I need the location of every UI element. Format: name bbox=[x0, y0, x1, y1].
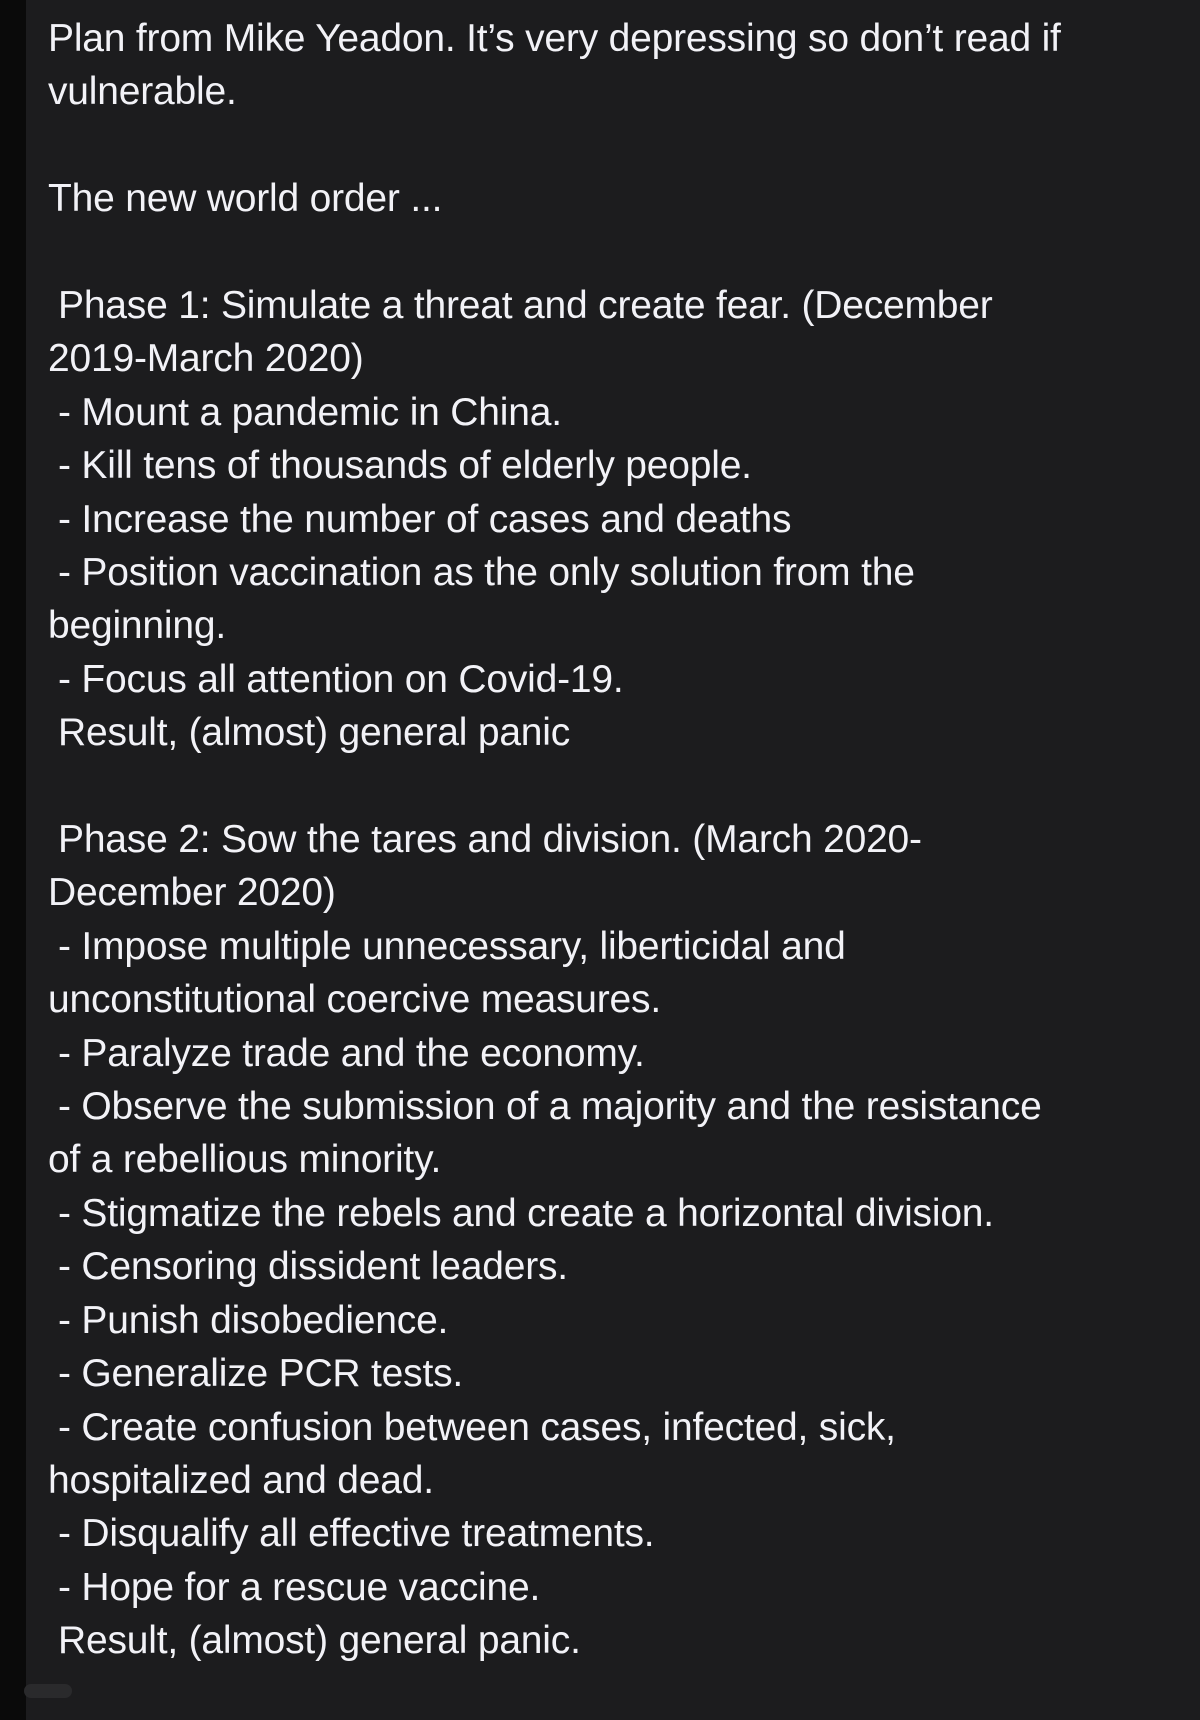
phase2-item: - Observe the submission of a majority and the resistance bbox=[58, 1085, 1042, 1129]
phase1-item: - Mount a pandemic in China. bbox=[58, 390, 562, 434]
blank-line bbox=[48, 226, 1178, 279]
phase2-item: - Hope for a rescue vaccine. bbox=[58, 1565, 541, 1609]
window-edge bbox=[0, 0, 26, 1720]
phase2-item: - Create confusion between cases, infected, sick, bbox=[58, 1405, 896, 1449]
phase1-item-continued: beginning. bbox=[48, 604, 226, 648]
phase1-heading-line-2: 2019-March 2020) bbox=[48, 337, 364, 381]
phase1-item: - Focus all attention on Covid-19. bbox=[58, 657, 624, 701]
phase2-result: Result, (almost) general panic. bbox=[58, 1619, 581, 1663]
blank-line bbox=[48, 119, 1178, 172]
phase2-item: - Impose multiple unnecessary, liberticidal and bbox=[58, 924, 846, 968]
phase1-result: Result, (almost) general panic bbox=[58, 711, 571, 755]
intro-line-2: vulnerable. bbox=[48, 70, 237, 114]
phase2-heading-line-2: December 2020) bbox=[48, 871, 336, 915]
subtitle: The new world order ... bbox=[48, 177, 443, 221]
phase2-item-continued: of a rebellious minority. bbox=[48, 1138, 442, 1182]
phase1-item: - Increase the number of cases and deaths bbox=[58, 497, 792, 541]
phase1-item: - Kill tens of thousands of elderly people. bbox=[58, 444, 752, 488]
phase2-item: - Stigmatize the rebels and create a horizontal division. bbox=[58, 1191, 994, 1235]
intro-line-1: Plan from Mike Yeadon. It’s very depressing so don’t read if bbox=[48, 17, 1061, 60]
phase2-item-continued: hospitalized and dead. bbox=[48, 1458, 434, 1502]
phase2-item: - Disqualify all effective treatments. bbox=[58, 1512, 655, 1556]
phase2-heading-line-1: Phase 2: Sow the tares and division. (March 2020- bbox=[58, 818, 922, 862]
phase2-item: - Paralyze trade and the economy. bbox=[58, 1031, 645, 1075]
phase2-item: - Generalize PCR tests. bbox=[58, 1352, 464, 1396]
phase1-item: - Position vaccination as the only solution from the bbox=[58, 551, 915, 595]
phase2-item-continued: unconstitutional coercive measures. bbox=[48, 978, 661, 1022]
phase2-item: - Censoring dissident leaders. bbox=[58, 1245, 568, 1289]
phase2-item: - Punish disobedience. bbox=[58, 1298, 449, 1342]
blank-line bbox=[48, 760, 1178, 813]
phase1-heading-line-1: Phase 1: Simulate a threat and create fear. (December bbox=[58, 284, 993, 327]
edge-tab-bottom bbox=[24, 1684, 72, 1698]
message-text[interactable] bbox=[48, 12, 1178, 1668]
